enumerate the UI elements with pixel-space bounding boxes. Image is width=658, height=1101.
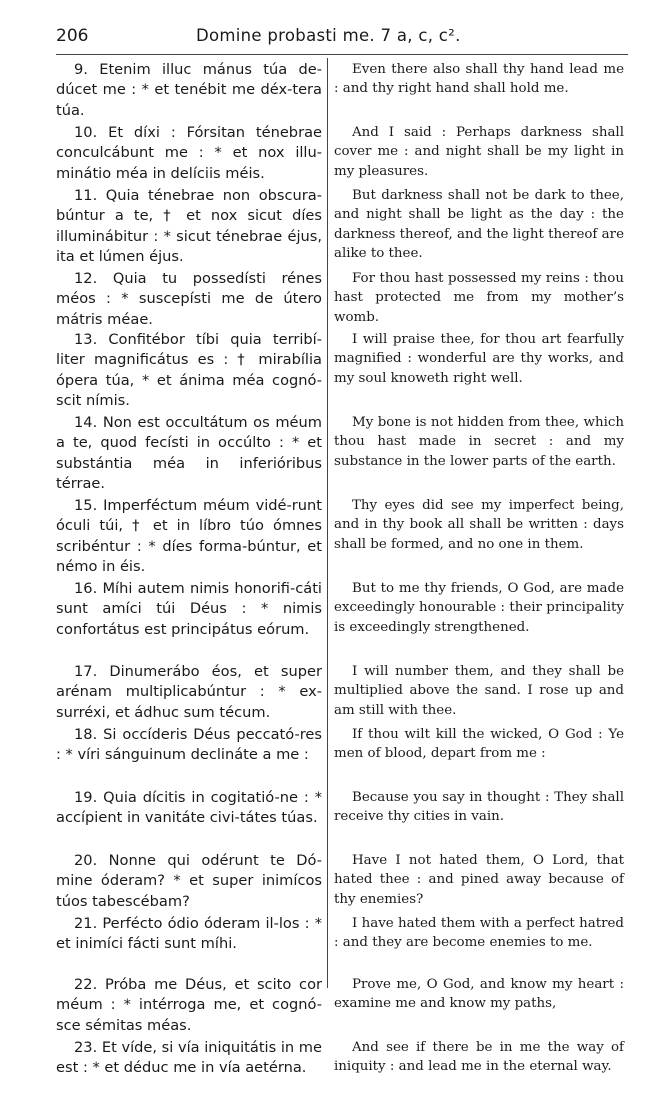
- latin-column: [56, 60, 322, 1101]
- column-divider: [327, 58, 328, 988]
- english-verse-13: I will praise thee, for thou art fearfully magnified : wonderful are thy works, and my soul knoweth right well.: [334, 332, 624, 386]
- page-number: 206: [56, 26, 89, 46]
- english-verse-15: Thy eyes did see my imperfect being, and in thy book all shall be written : days shall be formed, and no one in them.: [334, 498, 624, 552]
- latin-verse-10: 10. Et díxi : Fórsitan ténebrae conculcábunt me : * et nox illu-minátio méa in delíciis méis.: [56, 124, 322, 182]
- english-verse-22: Prove me, O God, and know my heart : examine me and know my paths,: [334, 977, 624, 1012]
- english-verse-23: And see if there be in me the way of iniquity : and lead me in the eternal way.: [334, 1040, 624, 1075]
- english-verse-10: And I said : Perhaps darkness shall cover me : and night shall be my light in my pleasures.: [334, 125, 624, 179]
- latin-verse-14: 14. Non est occultátum os méum a te, quod fecísti in occúlto : * et substántia méa in inferióribus térrae.: [56, 414, 322, 492]
- english-verse-11: But darkness shall not be dark to thee, and night shall be light as the day : the darkness thereof, and the light thereof are alike to thee.: [334, 188, 624, 261]
- english-verse-12: For thou hast possessed my reins : thou hast protected me from my mother’s womb.: [334, 271, 624, 325]
- latin-verse-22: 22. Próba me Déus, et scito cor méum : * intérroga me, et cognó-sce sémitas méas.: [56, 976, 322, 1034]
- english-verse-19: Because you say in thought : They shall receive thy cities in vain.: [334, 790, 624, 825]
- english-verse-20: Have I not hated them, O Lord, that hated thee : and pined away because of thy enemies?: [334, 853, 624, 907]
- latin-verse-23: 23. Et víde, si vía iniquitátis in me est : * et déduc me in vía aetérna.: [56, 1039, 322, 1077]
- latin-verse-17: 17. Dinumerábo éos, et super arénam multiplicabúntur : * ex-surréxi, et ádhuc sum técum.: [56, 663, 322, 721]
- latin-verse-20: 20. Nonne qui odérunt te Dó-mine óderam? * et super inimícos túos tabescébam?: [56, 852, 322, 910]
- latin-verse-13: 13. Confitébor tíbi quia terribí-liter magnificátus es : † mirabília ópera túa, * et ánima méa cognó-scit nímis.: [56, 331, 322, 409]
- english-verse-16: But to me thy friends, O God, are made exceedingly honourable : their principality is exceedingly strengthened.: [334, 581, 624, 635]
- header-rule: [56, 54, 628, 55]
- latin-verse-11: 11. Quia ténebrae non obscura-búntur a te, † et nox sicut díes illuminábitur : * sicut ténebrae éjus, ita et lúmen éjus.: [56, 187, 322, 265]
- latin-verse-21: 21. Perfécto ódio óderam il-los : * et inimíci fácti sunt míhi.: [56, 915, 322, 953]
- page-header: [56, 26, 628, 50]
- latin-verse-15: 15. Imperféctum méum vidé-runt óculi túi, † et in líbro túo ómnes scribéntur : * díes forma-búntur, et némo in éis.: [56, 497, 322, 575]
- latin-verse-19: 19. Quia dícitis in cogitatió-ne : * accípient in vanitáte civi-tátes túas.: [56, 789, 322, 827]
- english-verse-14: My bone is not hidden from thee, which thou hast made in secret : and my substance in the lower parts of the earth.: [334, 415, 624, 469]
- english-column: [334, 60, 624, 1101]
- english-verse-9: Even there also shall thy hand lead me : and thy right hand shall hold me.: [334, 62, 624, 97]
- english-verse-21: I have hated them with a perfect hatred : and they are become enemies to me.: [334, 916, 624, 951]
- latin-verse-12: 12. Quia tu possedísti rénes méos : * suscepísti me de útero mátris méae.: [56, 270, 322, 328]
- running-title: Domine probasti me. 7 a, c, c².: [196, 26, 461, 45]
- english-verse-17: I will number them, and they shall be multiplied above the sand. I rose up and am still with thee.: [334, 664, 624, 718]
- latin-verse-9: 9. Etenim illuc mánus túa de-dúcet me : * et tenébit me déx-tera túa.: [56, 61, 322, 119]
- latin-verse-18: 18. Si occíderis Déus peccató-res : * víri sánguinum declináte a me :: [56, 726, 322, 764]
- english-verse-18: If thou wilt kill the wicked, O God : Ye men of blood, depart from me :: [334, 727, 624, 762]
- latin-verse-16: 16. Míhi autem nimis honorifi-cáti sunt amíci túi Déus : * nimis confortátus est principátus eórum.: [56, 580, 322, 638]
